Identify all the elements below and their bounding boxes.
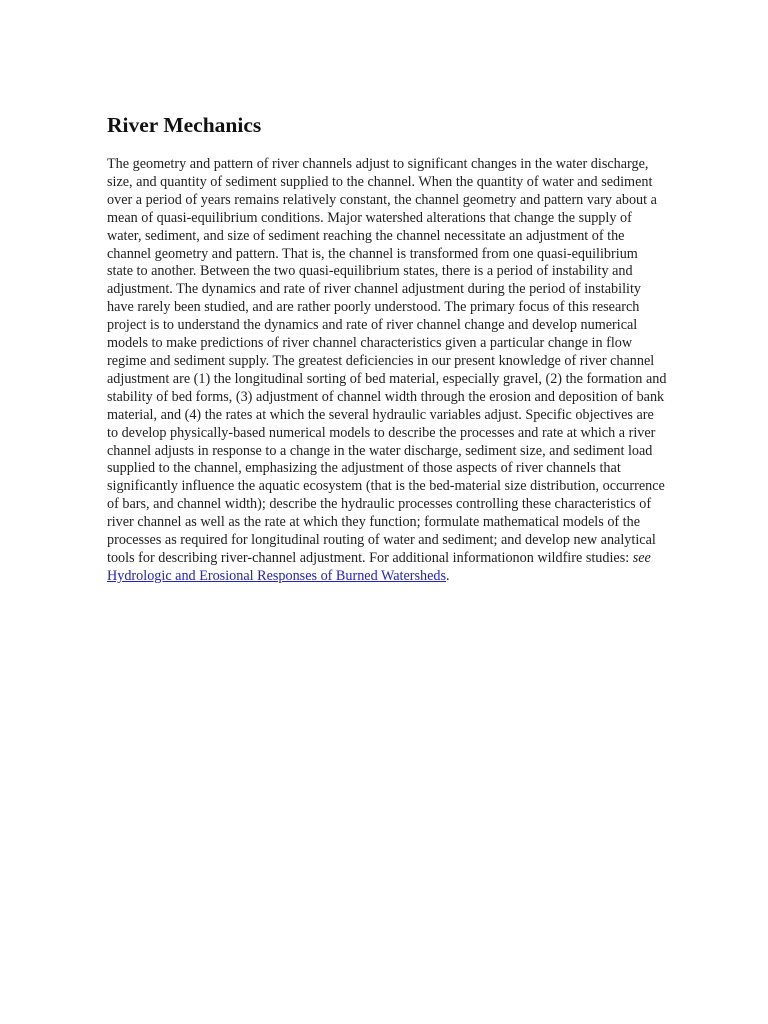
page-title: River Mechanics <box>107 113 262 137</box>
trailing-period: . <box>446 567 450 584</box>
body-paragraph <box>107 156 667 586</box>
burned-watersheds-link[interactable]: Hydrologic and Erosional Responses of Burned Watersheds <box>107 567 447 584</box>
paragraph-text: The geometry and pattern of river channels adjust to significant changes in the water discharge, size, and quantity of sediment supplied to the channel. When the quantity of water and sediment over a period of years remains relatively constant, the channel geometry and pattern vary about a mean of quasi-equilibrium conditions. Major watershed alterations that change the supply of water, sediment, and size of sediment reaching the channel necessitate an adjustment of the channel geometry and pattern. That is, the channel is transformed from one quasi-equilibrium state to another. Between the two quasi-equilibrium states, there is a period of instability and adjustment. The dynamics and rate of river channel adjustment during the period of instability have rarely been studied, and are rather poorly understood. The primary focus of this research project is to understand the dynamics and rate of river channel change and develop numerical models to make predictions of river channel characteristics given a particular change in flow regime and sediment supply. The greatest deficiencies in our present knowledge of river channel adjustment are (1) the longitudinal sorting of bed material, especially gravel, (2) the formation and stability of bed forms, (3) adjustment of channel width through the erosion and deposition of bank material, and (4) the rates at which the several hydraulic variables adjust. Specific objectives are to develop physically-based numerical models to describe the processes and rate at which a river channel adjusts in response to a change in the water discharge, sediment size, and sediment load supplied to the channel, emphasizing the adjustment of those aspects of river channels that significantly influence the aquatic ecosystem (that is the bed-material size distribution, occurrence of bars, and channel width); describe the hydraulic processes controlling these characteristics of river channel as well as the rate at which they function; formulate mathematical models of the processes as required for longitudinal routing of water and sediment; and develop new analytical tools for describing river-channel adjustment. For additional informationon wildfire studies: <box>107 156 667 566</box>
article <box>107 112 667 586</box>
see-label: see <box>632 549 651 566</box>
